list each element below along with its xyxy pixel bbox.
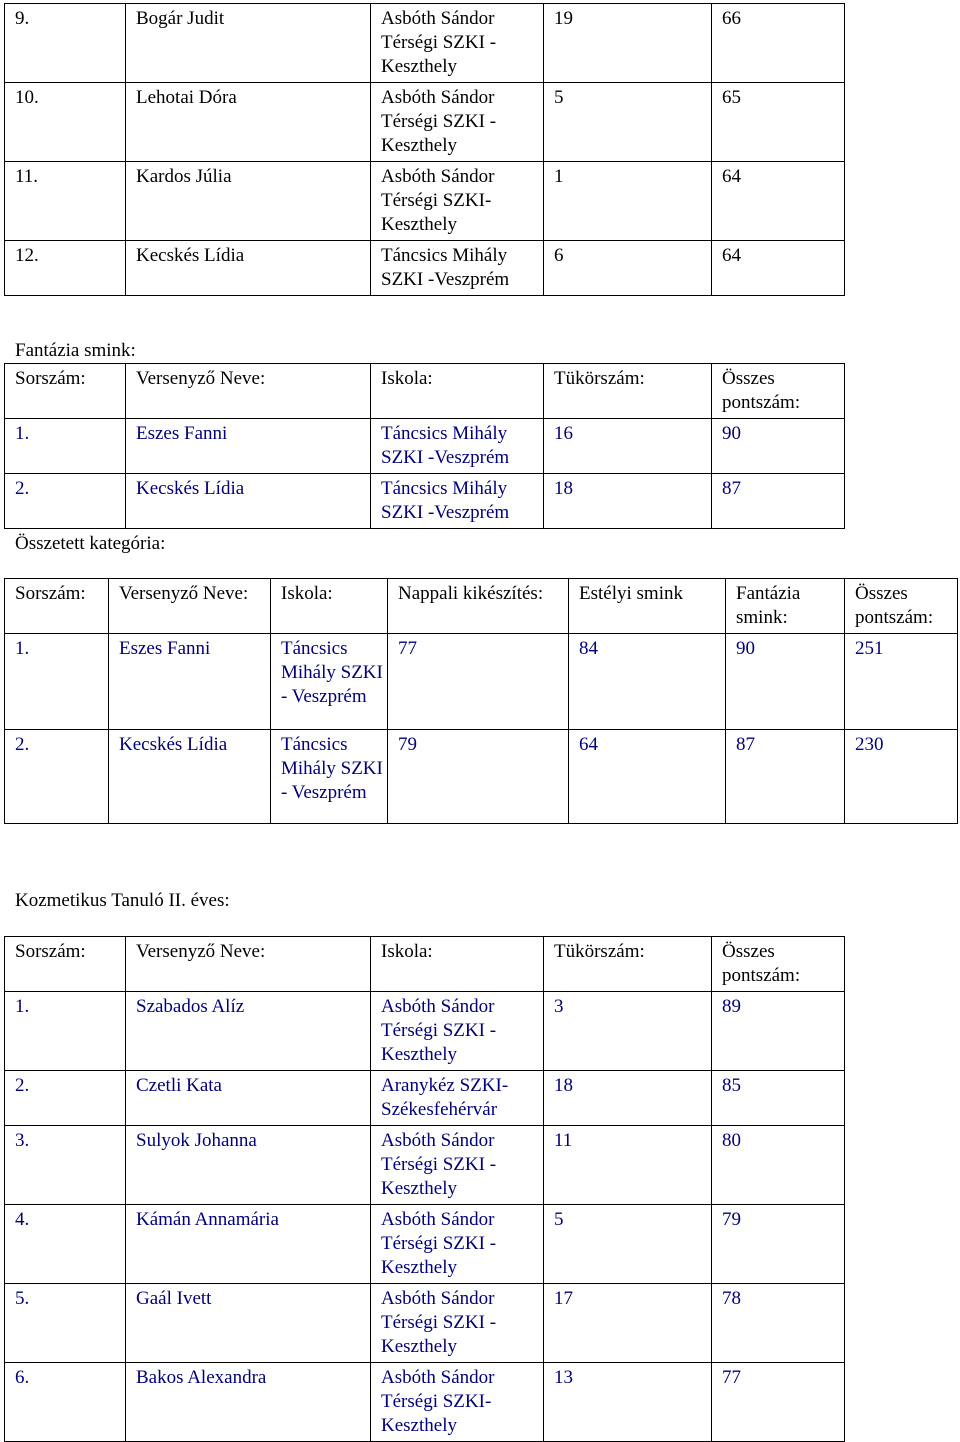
combined-results-table — [4, 578, 958, 824]
fantasy-makeup-score: 90 — [726, 634, 845, 730]
mirror-number: 13 — [544, 1363, 712, 1442]
rank-cell: 2. — [5, 1071, 126, 1126]
total-score: 65 — [712, 83, 845, 162]
competitor-name: Gaál Ivett — [126, 1284, 371, 1363]
competitor-name: Bogár Judit — [126, 4, 371, 83]
table-row — [5, 1126, 845, 1205]
student-2nd-year-results-table — [4, 936, 845, 1442]
rank-cell: 1. — [5, 634, 109, 730]
header-school: Iskola: — [371, 937, 544, 992]
table-row — [5, 162, 845, 241]
mirror-number: 16 — [544, 419, 712, 474]
school-cell: Asbóth Sándor Térségi SZKI - Keszthely — [371, 1205, 544, 1284]
header-fantasy-makeup: Fantázia smink: — [726, 579, 845, 634]
mirror-number: 3 — [544, 992, 712, 1071]
table-row — [5, 634, 958, 730]
rank-cell: 1. — [5, 992, 126, 1071]
header-school: Iskola: — [271, 579, 388, 634]
mirror-number: 1 — [544, 162, 712, 241]
fantasy-makeup-score: 87 — [726, 730, 845, 824]
mirror-number: 17 — [544, 1284, 712, 1363]
mirror-number: 6 — [544, 241, 712, 296]
school-cell: Asbóth Sándor Térségi SZKI - Keszthely — [371, 83, 544, 162]
competitor-name: Eszes Fanni — [109, 634, 271, 730]
competitor-name: Lehotai Dóra — [126, 83, 371, 162]
header-name: Versenyző Neve: — [126, 937, 371, 992]
table-header-row — [5, 937, 845, 992]
competitor-name: Czetli Kata — [126, 1071, 371, 1126]
header-name: Versenyző Neve: — [126, 364, 371, 419]
header-rank: Sorszám: — [5, 579, 109, 634]
rank-cell: 6. — [5, 1363, 126, 1442]
competitor-name: Kecskés Lídia — [126, 241, 371, 296]
school-cell: Asbóth Sándor Térségi SZKI- Keszthely — [371, 162, 544, 241]
school-cell: Asbóth Sándor Térségi SZKI - Keszthely — [371, 1126, 544, 1205]
mirror-number: 5 — [544, 83, 712, 162]
section-title-student-2nd-year: Kozmetikus Tanuló II. éves: — [15, 890, 230, 911]
school-cell: Táncsics Mihály SZKI -Veszprém — [371, 241, 544, 296]
mirror-number: 18 — [544, 1071, 712, 1126]
school-cell: Táncsics Mihály SZKI - Veszprém — [271, 634, 388, 730]
rank-cell: 10. — [5, 83, 126, 162]
total-score: 85 — [712, 1071, 845, 1126]
header-mirror: Tükörszám: — [544, 364, 712, 419]
total-score: 87 — [712, 474, 845, 529]
total-score: 79 — [712, 1205, 845, 1284]
competitor-name: Kecskés Lídia — [109, 730, 271, 824]
evening-makeup-score: 84 — [569, 634, 726, 730]
table-row — [5, 1205, 845, 1284]
table-row — [5, 1284, 845, 1363]
total-score: 78 — [712, 1284, 845, 1363]
table-row — [5, 419, 845, 474]
rank-cell: 1. — [5, 419, 126, 474]
school-cell: Aranykéz SZKI- Székesfehérvár — [371, 1071, 544, 1126]
rank-cell: 3. — [5, 1126, 126, 1205]
total-score: 66 — [712, 4, 845, 83]
header-day-makeup: Nappali kikészítés: — [388, 579, 569, 634]
header-total: Összes pontszám: — [712, 937, 845, 992]
school-cell: Táncsics Mihály SZKI -Veszprém — [371, 419, 544, 474]
total-score: 251 — [845, 634, 958, 730]
competitor-name: Kecskés Lídia — [126, 474, 371, 529]
total-score: 90 — [712, 419, 845, 474]
school-cell: Asbóth Sándor Térségi SZKI - Keszthely — [371, 4, 544, 83]
total-score: 64 — [712, 241, 845, 296]
section-title-combined: Összetett kategória: — [15, 533, 166, 554]
table-row — [5, 1363, 845, 1442]
school-cell: Asbóth Sándor Térségi SZKI- Keszthely — [371, 1363, 544, 1442]
competitor-name: Bakos Alexandra — [126, 1363, 371, 1442]
table-header-row — [5, 364, 845, 419]
day-makeup-score: 77 — [388, 634, 569, 730]
rank-cell: 12. — [5, 241, 126, 296]
school-cell: Asbóth Sándor Térségi SZKI - Keszthely — [371, 1284, 544, 1363]
total-score: 64 — [712, 162, 845, 241]
header-rank: Sorszám: — [5, 937, 126, 992]
header-total: Összes pontszám: — [712, 364, 845, 419]
mirror-number: 5 — [544, 1205, 712, 1284]
evening-makeup-score: 64 — [569, 730, 726, 824]
header-school: Iskola: — [371, 364, 544, 419]
competitor-name: Szabados Alíz — [126, 992, 371, 1071]
mirror-number: 19 — [544, 4, 712, 83]
competitor-name: Sulyok Johanna — [126, 1126, 371, 1205]
table-row — [5, 83, 845, 162]
fantasy-results-table — [4, 363, 845, 529]
rank-cell: 9. — [5, 4, 126, 83]
header-name: Versenyző Neve: — [109, 579, 271, 634]
competitor-name: Kámán Annamária — [126, 1205, 371, 1284]
mirror-number: 18 — [544, 474, 712, 529]
school-cell: Táncsics Mihály SZKI - Veszprém — [271, 730, 388, 824]
table-row — [5, 4, 845, 83]
header-rank: Sorszám: — [5, 364, 126, 419]
competitor-name: Kardos Júlia — [126, 162, 371, 241]
table-row — [5, 1071, 845, 1126]
table-row — [5, 730, 958, 824]
total-score: 89 — [712, 992, 845, 1071]
total-score: 77 — [712, 1363, 845, 1442]
table-row — [5, 474, 845, 529]
header-evening-makeup: Estélyi smink — [569, 579, 726, 634]
rank-cell: 2. — [5, 474, 126, 529]
rank-cell: 2. — [5, 730, 109, 824]
rank-cell: 5. — [5, 1284, 126, 1363]
school-cell: Táncsics Mihály SZKI -Veszprém — [371, 474, 544, 529]
table-row — [5, 992, 845, 1071]
mirror-number: 11 — [544, 1126, 712, 1205]
section-title-fantasy: Fantázia smink: — [15, 340, 136, 361]
competitor-name: Eszes Fanni — [126, 419, 371, 474]
header-mirror: Tükörszám: — [544, 937, 712, 992]
rank-cell: 4. — [5, 1205, 126, 1284]
table-row — [5, 241, 845, 296]
header-total: Összes pontszám: — [845, 579, 958, 634]
results-table-continued — [4, 3, 845, 296]
total-score: 230 — [845, 730, 958, 824]
day-makeup-score: 79 — [388, 730, 569, 824]
rank-cell: 11. — [5, 162, 126, 241]
school-cell: Asbóth Sándor Térségi SZKI - Keszthely — [371, 992, 544, 1071]
table-header-row — [5, 579, 958, 634]
total-score: 80 — [712, 1126, 845, 1205]
